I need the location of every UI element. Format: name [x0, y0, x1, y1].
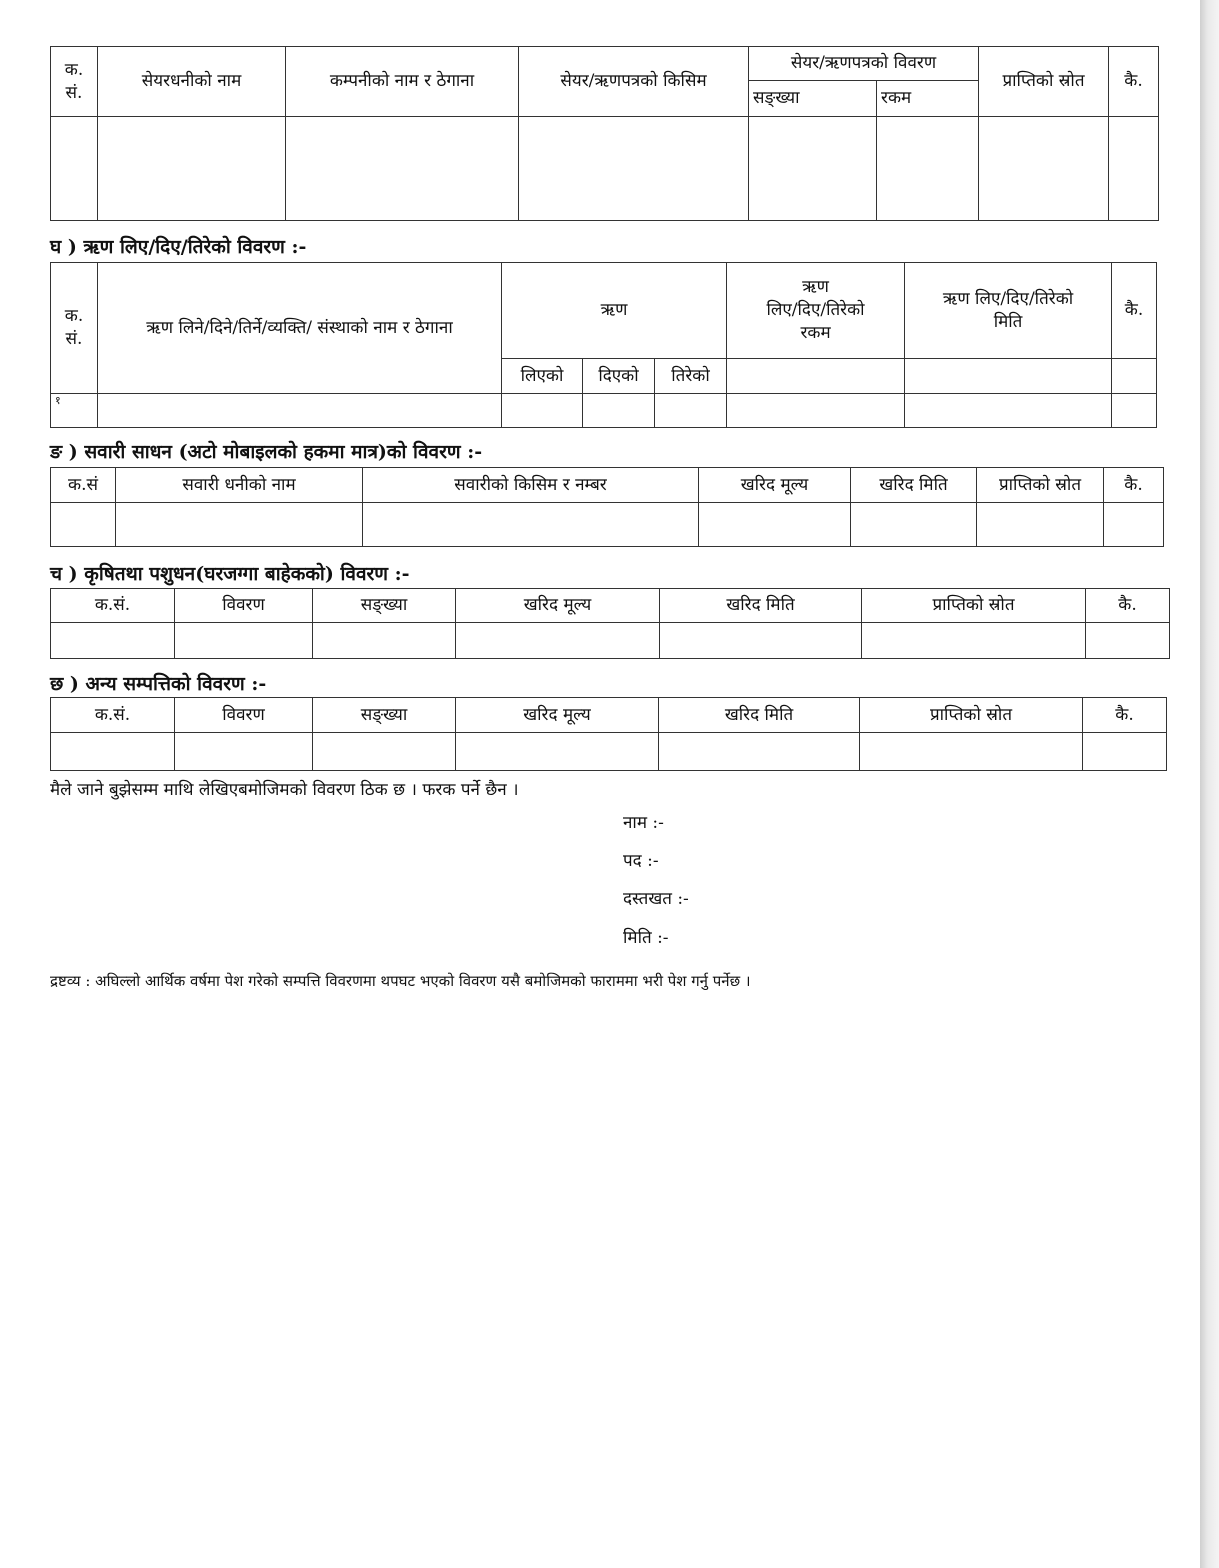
share-table: [50, 46, 1159, 221]
loan-row-number: १: [51, 394, 98, 428]
signature-post-label: पद :-: [623, 851, 659, 871]
vehicle-cell: [699, 503, 851, 547]
agri-header-remarks: कै.: [1086, 589, 1170, 623]
vehicle-header-sn: क.सं: [51, 468, 116, 503]
share-header-company: कम्पनीको नाम र ठेगाना: [286, 47, 519, 117]
vehicle-cell: [851, 503, 977, 547]
vehicle-header-remarks: कै.: [1104, 468, 1164, 503]
other-cell: [456, 733, 659, 771]
share-header-amount: रकम: [877, 81, 979, 117]
other-header-remarks: कै.: [1083, 698, 1167, 733]
loan-cell: [727, 359, 905, 394]
share-cell: [877, 117, 979, 221]
share-cell: [519, 117, 749, 221]
footnote: द्रष्टव्य : अघिल्लो आर्थिक वर्षमा पेश गरेको सम्पत्ति विवरणमा थपघट भएको विवरण यसै बमोजिमको फाराममा भरी पेश गर्नु पर्नेछ ।: [50, 972, 751, 990]
loan-header-date: ऋण लिए/दिए/तिरेको मिति: [905, 263, 1112, 359]
other-cell: [175, 733, 313, 771]
loan-header-amount: ऋण लिए/दिए/तिरेको रकम: [727, 263, 905, 359]
vehicle-header-type-number: सवारीको किसिम र नम्बर: [363, 468, 699, 503]
loan-cell: [727, 394, 905, 428]
loan-table: [50, 262, 1157, 428]
share-cell: [51, 117, 98, 221]
agri-section-heading: च ) कृषितथा पशुधन(घरजग्गा बाहेकको) विवरण :-: [50, 563, 410, 585]
share-cell: [286, 117, 519, 221]
vehicle-header-price: खरिद मूल्य: [699, 468, 851, 503]
vehicle-empty-row: [51, 503, 1164, 547]
vehicle-header-date: खरिद मिति: [851, 468, 977, 503]
loan-header-remarks: कै.: [1112, 263, 1157, 359]
loan-cell: [905, 394, 1112, 428]
agri-header-details: विवरण: [175, 589, 313, 623]
other-cell: [313, 733, 456, 771]
loan-header-party: ऋण लिने/दिने/तिर्ने/व्यक्ति/ संस्थाको नाम र ठेगाना: [98, 263, 502, 394]
vehicle-cell: [116, 503, 363, 547]
vehicle-cell: [977, 503, 1104, 547]
other-cell: [860, 733, 1083, 771]
loan-cell: [1112, 359, 1157, 394]
loan-header-taken: लिएको: [502, 359, 583, 394]
other-header-details: विवरण: [175, 698, 313, 733]
loan-cell: [583, 394, 655, 428]
agri-empty-row: [51, 623, 1170, 659]
agri-header-source: प्राप्तिको स्रोत: [862, 589, 1086, 623]
other-section-heading: छ ) अन्य सम्पत्तिको विवरण :-: [50, 673, 267, 695]
share-cell: [749, 117, 877, 221]
page-edge-shadow: [1200, 0, 1219, 1568]
share-header-details: सेयर/ऋणपत्रको विवरण: [749, 47, 979, 81]
other-header-source: प्राप्तिको स्रोत: [860, 698, 1083, 733]
share-cell: [98, 117, 286, 221]
vehicle-table: [50, 467, 1164, 547]
loan-header-sn: क. सं.: [51, 263, 98, 394]
vehicle-cell: [363, 503, 699, 547]
share-cell: [979, 117, 1109, 221]
agri-cell: [175, 623, 313, 659]
share-header-remarks: कै.: [1109, 47, 1159, 117]
loan-cell: [655, 394, 727, 428]
loan-cell: [905, 359, 1112, 394]
agri-cell: [862, 623, 1086, 659]
share-header-count: सङ्ख्या: [749, 81, 877, 117]
vehicle-cell: [51, 503, 116, 547]
share-header-holder-name: सेयरधनीको नाम: [98, 47, 286, 117]
other-cell: [1083, 733, 1167, 771]
other-cell: [51, 733, 175, 771]
vehicle-header-source: प्राप्तिको स्रोत: [977, 468, 1104, 503]
share-cell: [1109, 117, 1159, 221]
signature-date-label: मिति :-: [623, 928, 669, 948]
share-header-sn: क. सं.: [51, 47, 98, 117]
share-header-type: सेयर/ऋणपत्रको किसिम: [519, 47, 749, 117]
other-cell: [659, 733, 860, 771]
loan-header-loan: ऋण: [502, 263, 727, 359]
share-header-source: प्राप्तिको स्रोत: [979, 47, 1109, 117]
loan-row: [51, 394, 1157, 428]
agri-header-date: खरिद मिति: [660, 589, 862, 623]
declaration-text: मैले जाने बुझेसम्म माथि लेखिएबमोजिमको विवरण ठिक छ । फरक पर्ने छैन ।: [50, 780, 519, 800]
other-header-count: सङ्ख्या: [313, 698, 456, 733]
agri-table: [50, 588, 1170, 659]
other-empty-row: [51, 733, 1167, 771]
signature-sign-label: दस्तखत :-: [623, 889, 689, 909]
agri-cell: [660, 623, 862, 659]
other-header-date: खरिद मिति: [659, 698, 860, 733]
loan-header-given: दिएको: [583, 359, 655, 394]
vehicle-header-owner: सवारी धनीको नाम: [116, 468, 363, 503]
other-table: [50, 697, 1167, 771]
signature-name-label: नाम :-: [623, 813, 664, 833]
loan-cell: [502, 394, 583, 428]
share-empty-row: [51, 117, 1159, 221]
agri-cell: [1086, 623, 1170, 659]
other-header-sn: क.सं.: [51, 698, 175, 733]
vehicle-section-heading: ङ ) सवारी साधन (अटो मोबाइलको हकमा मात्र)को विवरण :-: [50, 441, 483, 463]
loan-header-paid: तिरेको: [655, 359, 727, 394]
loan-cell: [98, 394, 502, 428]
agri-header-sn: क.सं.: [51, 589, 175, 623]
agri-header-count: सङ्ख्या: [313, 589, 456, 623]
agri-cell: [313, 623, 456, 659]
agri-header-price: खरिद मूल्य: [456, 589, 660, 623]
agri-cell: [51, 623, 175, 659]
loan-section-heading: घ ) ऋण लिए/दिए/तिरेको विवरण :-: [50, 236, 307, 258]
agri-cell: [456, 623, 660, 659]
other-header-price: खरिद मूल्य: [456, 698, 659, 733]
loan-cell: [1112, 394, 1157, 428]
vehicle-cell: [1104, 503, 1164, 547]
